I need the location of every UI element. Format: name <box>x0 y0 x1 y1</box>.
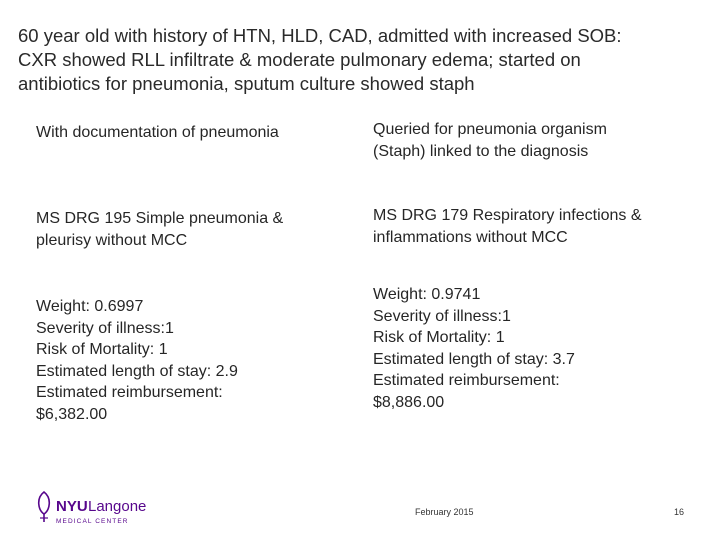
footer-date: February 2015 <box>415 507 474 517</box>
torch-icon <box>32 488 162 528</box>
logo-nyu-text: NYU <box>56 498 88 515</box>
left-detail-line: $6,382.00 <box>36 405 108 423</box>
left-drg <box>36 208 346 251</box>
torch-flame <box>39 492 50 514</box>
right-detail-line: $8,886.00 <box>373 393 445 411</box>
left-detail-line: Estimated reimbursement: <box>36 384 223 401</box>
right-detail-line: Estimated reimbursement: <box>373 372 560 389</box>
right-heading-line: (Staph) linked to the diagnosis <box>373 142 589 160</box>
logo-subtitle-text: MEDICAL CENTER <box>56 518 129 525</box>
left-drg-line: MS DRG 195 Simple pneumonia & <box>36 210 284 227</box>
right-heading-line: Queried for pneumonia organism <box>373 121 607 138</box>
title-line: antibiotics for pneumonia, sputum culture showed staph <box>18 73 475 94</box>
left-detail-line: Estimated length of stay: 2.9 <box>36 362 238 380</box>
left-detail-line: Severity of illness:1 <box>36 319 174 337</box>
left-heading-line: With documentation of pneumonia <box>36 124 279 141</box>
page-number: 16 <box>674 507 685 517</box>
left-heading <box>36 122 346 144</box>
logo-langone-text: Langone <box>88 498 147 515</box>
right-drg-line: inflammations without MCC <box>373 228 568 246</box>
nyu-langone-logo <box>32 488 162 528</box>
slide-title <box>18 24 708 96</box>
right-heading <box>373 119 703 162</box>
left-details <box>36 296 346 425</box>
title-line: CXR showed RLL infiltrate & moderate pulmonary edema; started on <box>18 49 581 70</box>
right-details <box>373 284 703 413</box>
right-drg-line: MS DRG 179 Respiratory infections & <box>373 207 642 224</box>
left-drg-line: pleurisy without MCC <box>36 231 188 249</box>
left-detail-line: Weight: 0.6997 <box>36 298 144 315</box>
right-detail-line: Risk of Mortality: 1 <box>373 329 505 346</box>
left-detail-line: Risk of Mortality: 1 <box>36 341 168 358</box>
right-drg <box>373 205 703 248</box>
right-detail-line: Weight: 0.9741 <box>373 286 481 303</box>
right-detail-line: Estimated length of stay: 3.7 <box>373 350 575 368</box>
title-line: 60 year old with history of HTN, HLD, CAD, admitted with increased SOB: <box>18 25 622 46</box>
right-detail-line: Severity of illness:1 <box>373 307 511 325</box>
